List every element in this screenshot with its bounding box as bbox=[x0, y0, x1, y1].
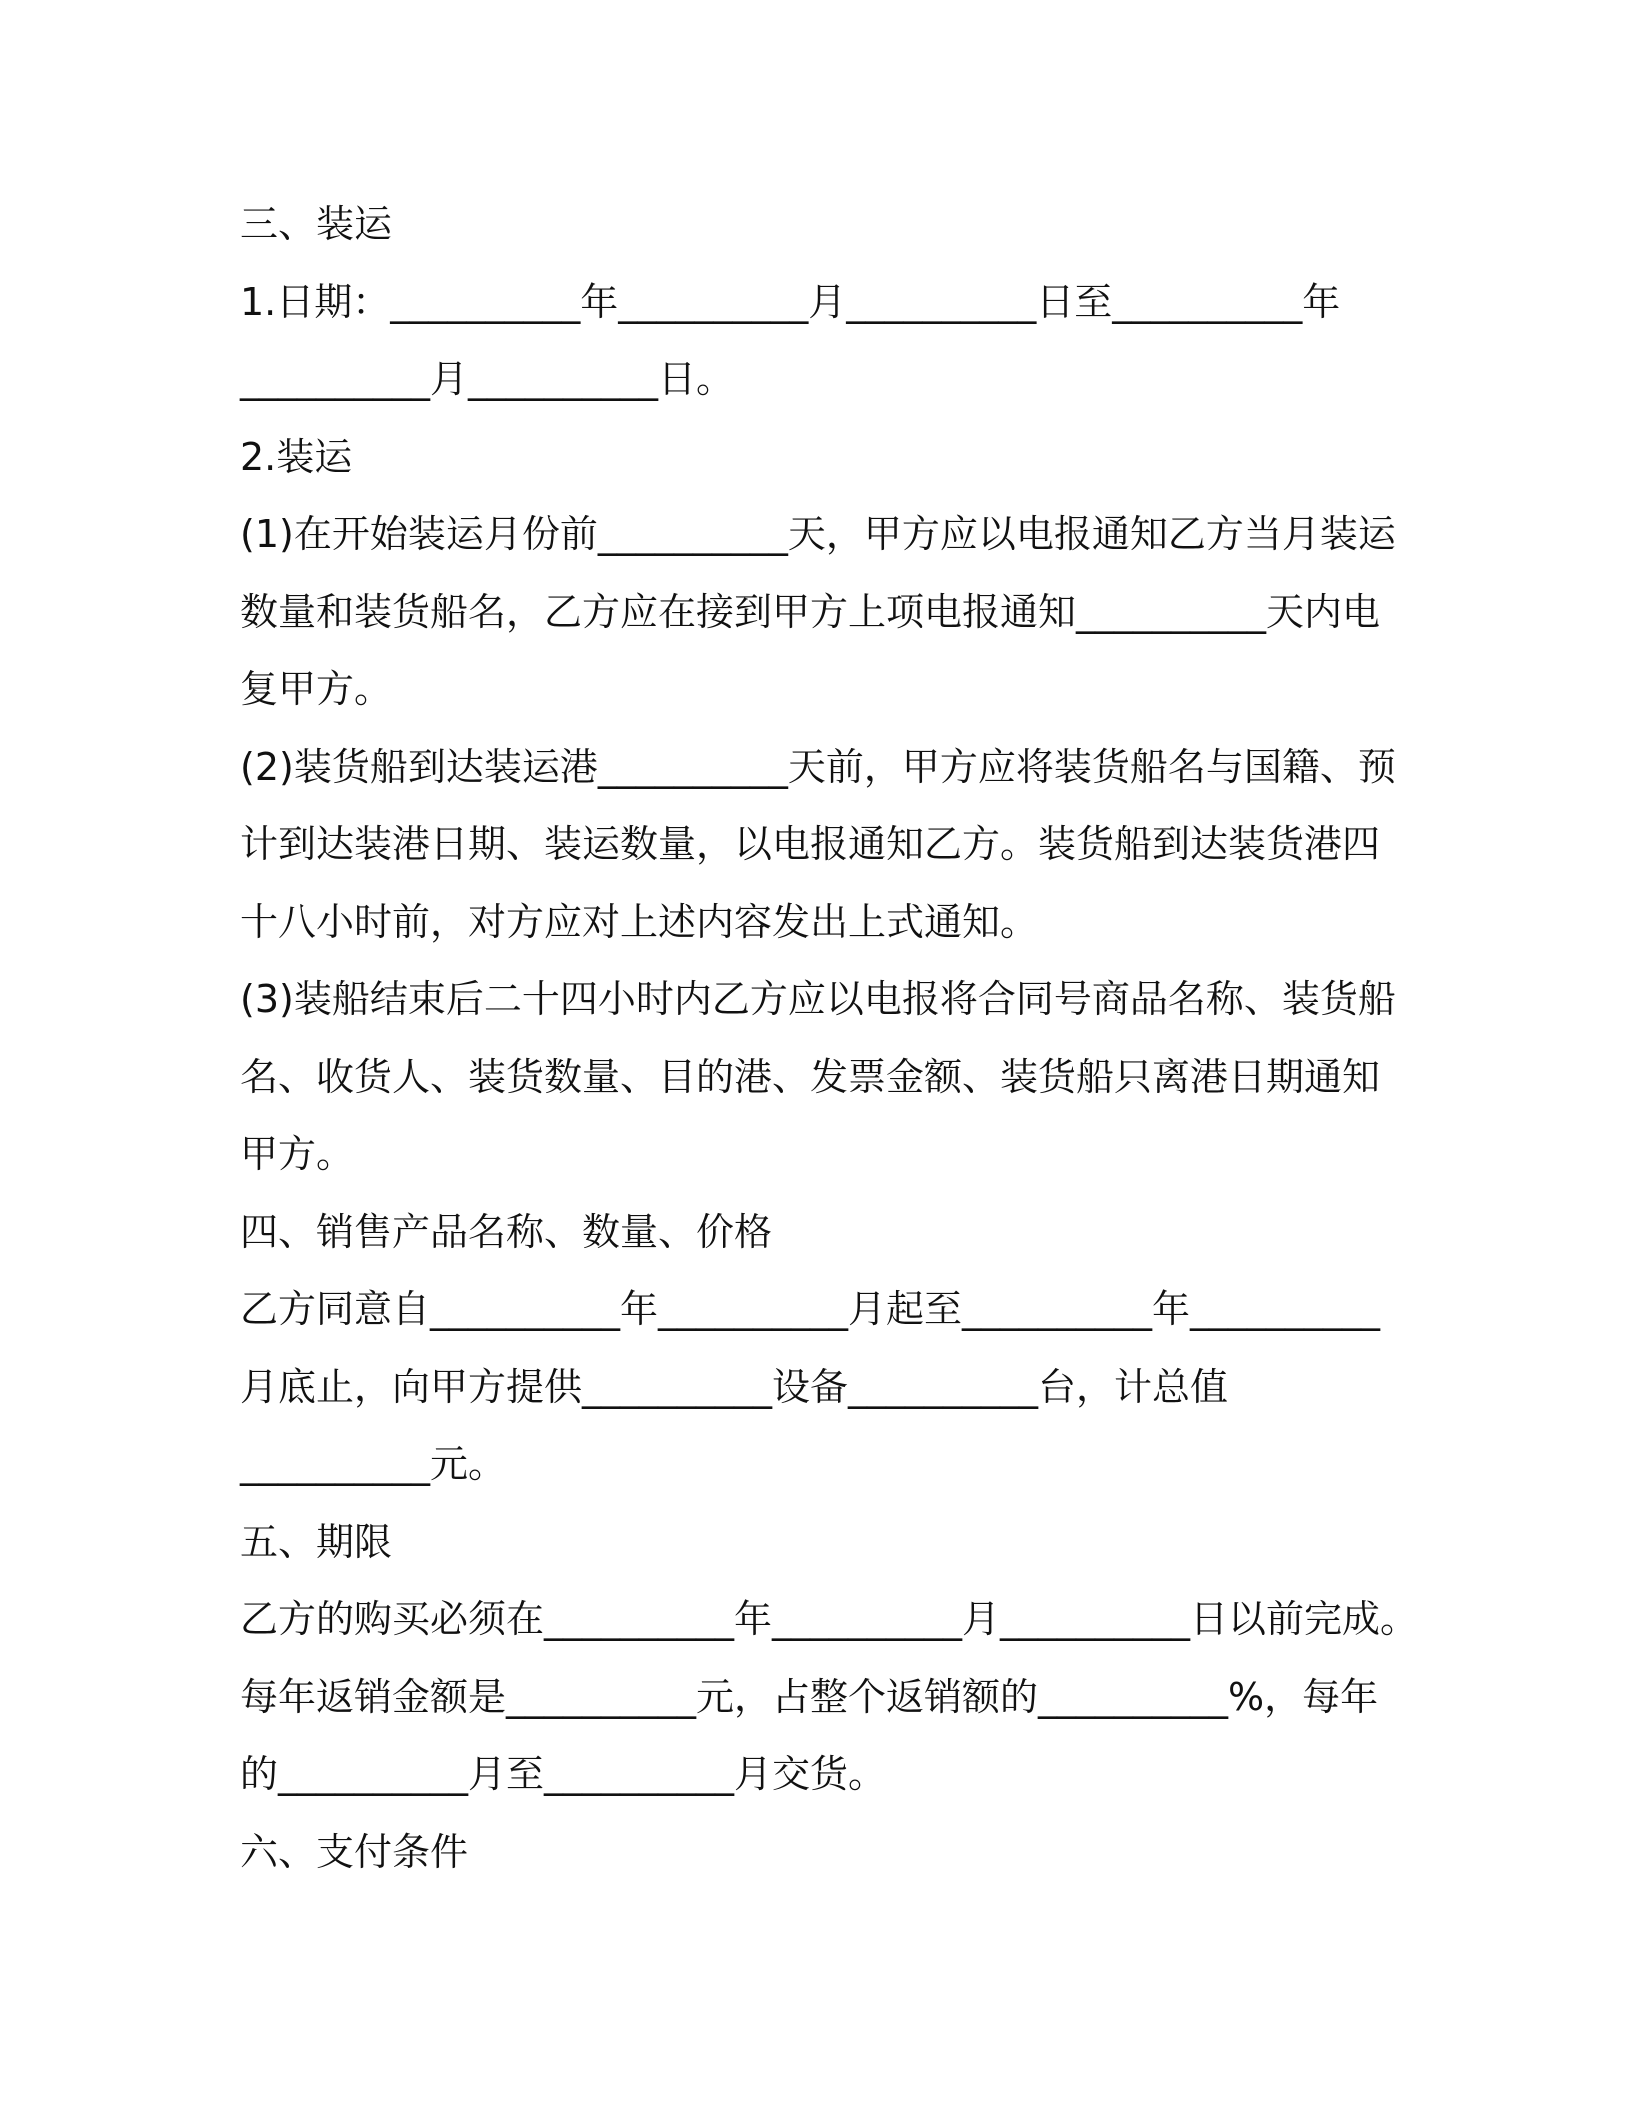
text-line: (3)装船结束后二十四小时内乙方应以电报将合同号商品名称、装货船 bbox=[240, 977, 1396, 1021]
text-line: (1)在开始装运月份前__________天，甲方应以电报通知乙方当月装运 bbox=[240, 512, 1396, 556]
text-line: 数量和装货船名，乙方应在接到甲方上项电报通知__________天内电 bbox=[240, 589, 1381, 634]
section-heading-products: 四、销售产品名称、数量、价格 bbox=[240, 1209, 773, 1254]
text-line: 甲方。 bbox=[240, 1132, 355, 1176]
text-line: 每年返销金额是__________元，占整个返销额的__________%，每年 bbox=[240, 1674, 1379, 1719]
subsection-heading: 2.装运 bbox=[240, 434, 353, 479]
text-line: 十八小时前，对方应对上述内容发出上式通知。 bbox=[240, 899, 1039, 944]
text-line: 复甲方。 bbox=[240, 667, 393, 711]
text-line: 的__________月至__________月交货。 bbox=[240, 1752, 887, 1796]
section-heading-shipping: 三、装运 bbox=[240, 202, 393, 246]
text-line: __________元。 bbox=[240, 1442, 507, 1486]
text-line: 名、收货人、装货数量、目的港、发票金额、装货船只离港日期通知 bbox=[240, 1054, 1381, 1099]
contract-body bbox=[240, 186, 1419, 1891]
section-heading-payment: 六、支付条件 bbox=[240, 1829, 469, 1874]
text-line: 1.日期：__________年__________月__________日至__________年 bbox=[240, 279, 1341, 324]
text-line: 乙方同意自__________年__________月起至__________年__________ bbox=[240, 1287, 1381, 1331]
text-line: (2)装货船到达装运港__________天前，甲方应将装货船名与国籍、预 bbox=[240, 744, 1396, 789]
text-line: 乙方的购买必须在__________年__________月__________日以前完成。 bbox=[240, 1597, 1419, 1641]
text-line: 计到达装港日期、装运数量，以电报通知乙方。装货船到达装货港四 bbox=[240, 822, 1381, 866]
text-line: __________月__________日。 bbox=[240, 357, 735, 401]
section-heading-term: 五、期限 bbox=[240, 1519, 393, 1564]
text-line: 月底止，向甲方提供__________设备__________台，计总值 bbox=[240, 1364, 1229, 1409]
